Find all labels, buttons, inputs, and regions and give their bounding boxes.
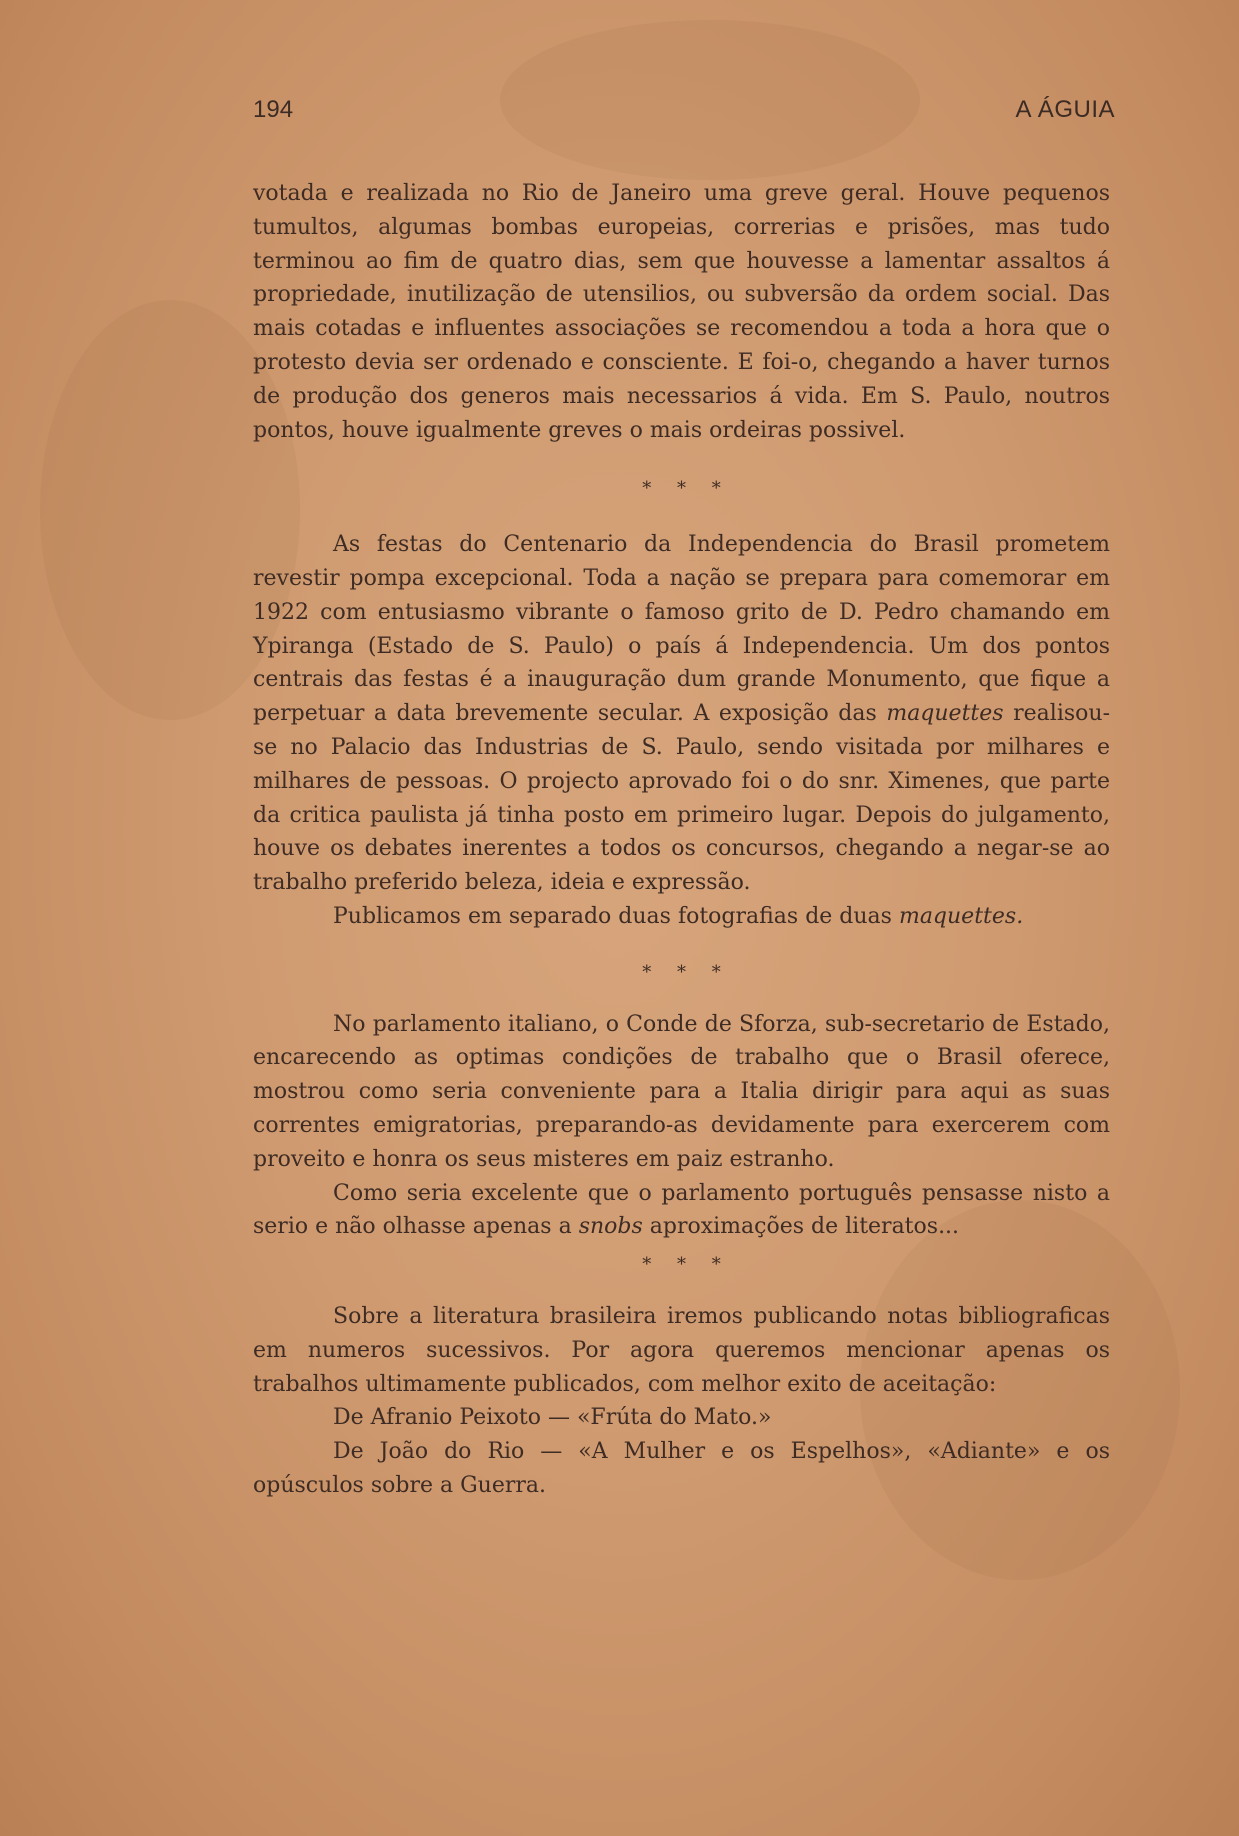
paragraph-fotografias-italic: maquettes.: [898, 903, 1024, 929]
section-separator: * * *: [642, 478, 731, 500]
paragraph-fotografias-text: Publicamos em separado duas fotografias de duas: [333, 903, 899, 929]
paragraph-centenario: [253, 528, 1110, 900]
paragraph-parlamento-portugues-text-b: aproximações de literatos...: [642, 1214, 960, 1240]
paragraph-literatura: Sobre a literatura brasileira iremos publicando notas bibliograficas em numeros sucessivos. Por agora queremos mencionar apenas os trabalhos ultimamente publicados, com melhor exito de aceitação:: [253, 1303, 1110, 1397]
article-body: [253, 177, 1110, 1503]
paragraph-fotografias: [253, 900, 1110, 934]
paragraph-parlamento-portugues: [253, 1177, 1110, 1245]
paragraph-centenario-text-b: realisou-se no Palacio das Industrias de S. Paulo, sendo visitada por milhares e milhares de pessoas. O projecto aprovado foi o do snr. Ximenes, que parte da critica paulista já tinha posto em primeiro lugar. Depois do julgamento, houve os debates inerentes a todos os concursos, chegando a negar-se ao trabalho preferido beleza, ideia e expressão.: [253, 701, 1111, 896]
section-separator: * * *: [642, 961, 731, 983]
paragraph-greve: votada e realizada no Rio de Janeiro uma greve geral. Houve pequenos tumultos, algumas bombas europeias, correrias e prisões, mas tudo terminou ao fim de quatro dias, sem que houvesse a lamentar assaltos á propriedade, inutilização de utensilios, ou subversão da ordem social. Das mais cotadas e influentes associações se recomendou a toda a hora que o protesto devia ser ordenado e consciente. E foi-o, chegando a haver turnos de produção dos generos mais necessarios á vida. Em S. Paulo, noutros pontos, houve igualmente greves o mais ordeiras possivel.: [253, 181, 1110, 443]
section-separator: * * *: [642, 1254, 731, 1276]
paragraph-joao-do-rio: De João do Rio — «A Mulher e os Espelhos», «Adiante» e os opúsculos sobre a Guerra.: [253, 1439, 1110, 1498]
paragraph-parlamento-portugues-text-a: Como seria excelente que o parlamento português pensasse nisto a serio e não olhasse apenas a: [253, 1180, 1110, 1240]
paragraph-afranio: De Afranio Peixoto — «Frúta do Mato.»: [333, 1405, 772, 1431]
running-title: A ÁGUIA: [1015, 96, 1115, 123]
page-number: 194: [253, 96, 294, 123]
page-header: [253, 96, 1115, 136]
paragraph-centenario-text-a: As festas do Centenario da Independencia do Brasil prometem revestir pompa excepcional. Toda a nação se prepara para comemorar em 1922 com entusiasmo vibrante o famoso grito de D. Pedro chamando em Ypiranga (Estado de S. Paulo) o país á Independencia. Um dos pontos centrais das festas é a inauguração dum grande Monumento, que fique a perpetuar a data brevemente secular. A exposição das: [253, 532, 1110, 727]
paragraph-parlamento-italiano: No parlamento italiano, o Conde de Sforza, sub-secretario de Estado, encarecendo as optimas condições de trabalho que o Brasil oferece, mostrou como seria conveniente para a Italia dirigir para aqui as suas correntes emigratorias, preparando-as devidamente para exercerem com proveito e honra os seus misteres em paiz estranho.: [253, 1011, 1110, 1172]
paragraph-parlamento-portugues-italic: snobs: [578, 1214, 643, 1240]
paragraph-centenario-italic: maquettes: [886, 701, 1004, 727]
